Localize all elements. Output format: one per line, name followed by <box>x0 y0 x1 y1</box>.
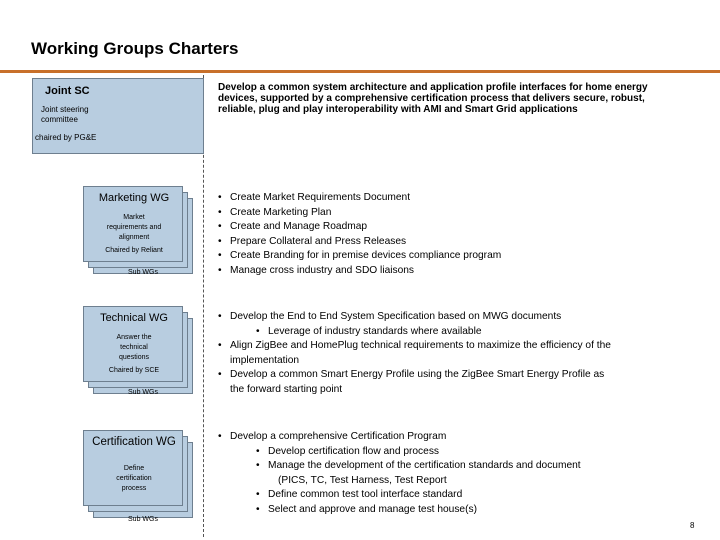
list-item: • Create and Manage Roadmap <box>218 220 698 235</box>
joint-sc-subtitle-line1: Joint steering <box>41 105 89 114</box>
wg-desc-line: process <box>121 485 147 492</box>
wg-desc-line: alignment <box>118 234 150 241</box>
list-item: • Manage cross industry and SDO liaisons <box>218 264 698 279</box>
wg-title: Certification WG <box>92 436 176 448</box>
sub-list-item <box>218 488 698 503</box>
list-item: • Align ZigBee and HomePlug technical requirements to maximize the efficiency of the <box>218 339 698 354</box>
wg-title: Marketing WG <box>98 192 170 204</box>
list-item: • Create Market Requirements Document <box>218 191 698 206</box>
joint-sc-subtitle-line2: committee <box>41 115 78 124</box>
wg-sub-label: Sub WGs <box>128 516 158 523</box>
sub-list-text: Develop certification flow and process <box>268 445 440 457</box>
list-item-continuation: the forward starting point <box>230 383 343 395</box>
wg-desc-line: Answer the <box>116 334 152 341</box>
list-item: • Create Branding for in premise devices compliance program <box>218 249 698 264</box>
sub-bullet-marker: • <box>256 445 260 457</box>
sub-list-text: Manage the development of the certification standards and document <box>268 460 581 472</box>
list-item: • Prepare Collateral and Press Releases <box>218 235 698 250</box>
wg-description <box>84 464 184 494</box>
wg-chair: Chaired by SCE <box>108 367 160 374</box>
list-item: • Develop a common Smart Energy Profile using the ZigBee Smart Energy Profile as <box>218 368 698 383</box>
wg-title: Technical WG <box>100 312 168 324</box>
list-item <box>218 325 698 340</box>
technical-wg-box <box>83 306 195 396</box>
sub-list-text: Define common test tool interface standard <box>268 489 463 501</box>
list-item-continuation: implementation <box>230 354 300 366</box>
marketing-wg-bullets <box>218 191 698 279</box>
list-item-continuation: (PICS, TC, Test Harness, Test Report <box>278 474 447 486</box>
certification-wg-box <box>83 430 195 523</box>
page-title: Working Groups Charters <box>31 39 239 58</box>
technical-wg-bullets <box>218 310 698 398</box>
sub-list-text: Select and approve and manage test house(s) <box>268 503 477 515</box>
list-item: • Develop a comprehensive Certification Program <box>218 430 698 445</box>
box-layer <box>83 430 183 506</box>
wg-description <box>84 333 184 363</box>
box-layer <box>83 186 183 262</box>
marketing-wg-box <box>83 186 195 276</box>
wg-desc-line: questions <box>119 354 149 361</box>
wg-desc-line: Define <box>123 465 145 472</box>
sub-bullet-marker: • <box>256 503 260 515</box>
list-item: • Develop the End to End System Specification based on MWG documents <box>218 310 698 325</box>
wg-desc-line: requirements and <box>106 224 162 231</box>
joint-sc-subtitle <box>41 105 89 125</box>
wg-sub-label: Sub WGs <box>128 389 158 396</box>
joint-sc-box <box>32 78 204 154</box>
sub-list-text: Leverage of industry standards where available <box>268 325 482 337</box>
certification-wg-bullets <box>218 430 698 518</box>
sub-list-item <box>218 445 698 460</box>
sub-bullet-marker: • <box>256 489 260 501</box>
wg-chair: Chaired by Reliant <box>105 247 163 254</box>
wg-sub-label: Sub WGs <box>128 269 158 276</box>
wg-description <box>84 213 184 243</box>
sub-list-item <box>218 459 698 474</box>
wg-desc-line: technical <box>120 344 148 351</box>
box-layer <box>83 306 183 382</box>
wg-desc-line: Market <box>123 214 145 221</box>
joint-sc-title: Joint SC <box>45 85 90 97</box>
joint-sc-description: Develop a common system architecture and application profile interfaces for home energy devices, supported by a comprehensive certification process that delivers secure, robust, reliable, plug and play interoperability with AMI and Smart Grid applications <box>218 82 648 115</box>
joint-sc-chair: chaired by PG&E <box>35 133 97 142</box>
list-item: • Create Marketing Plan <box>218 206 698 221</box>
wg-desc-line: certification <box>116 475 152 482</box>
sub-list-item <box>218 503 698 518</box>
page-number: 8 <box>690 521 695 530</box>
sub-bullet-marker: • <box>256 325 260 337</box>
title-rule <box>0 70 720 73</box>
sub-bullet-marker: • <box>256 460 260 472</box>
